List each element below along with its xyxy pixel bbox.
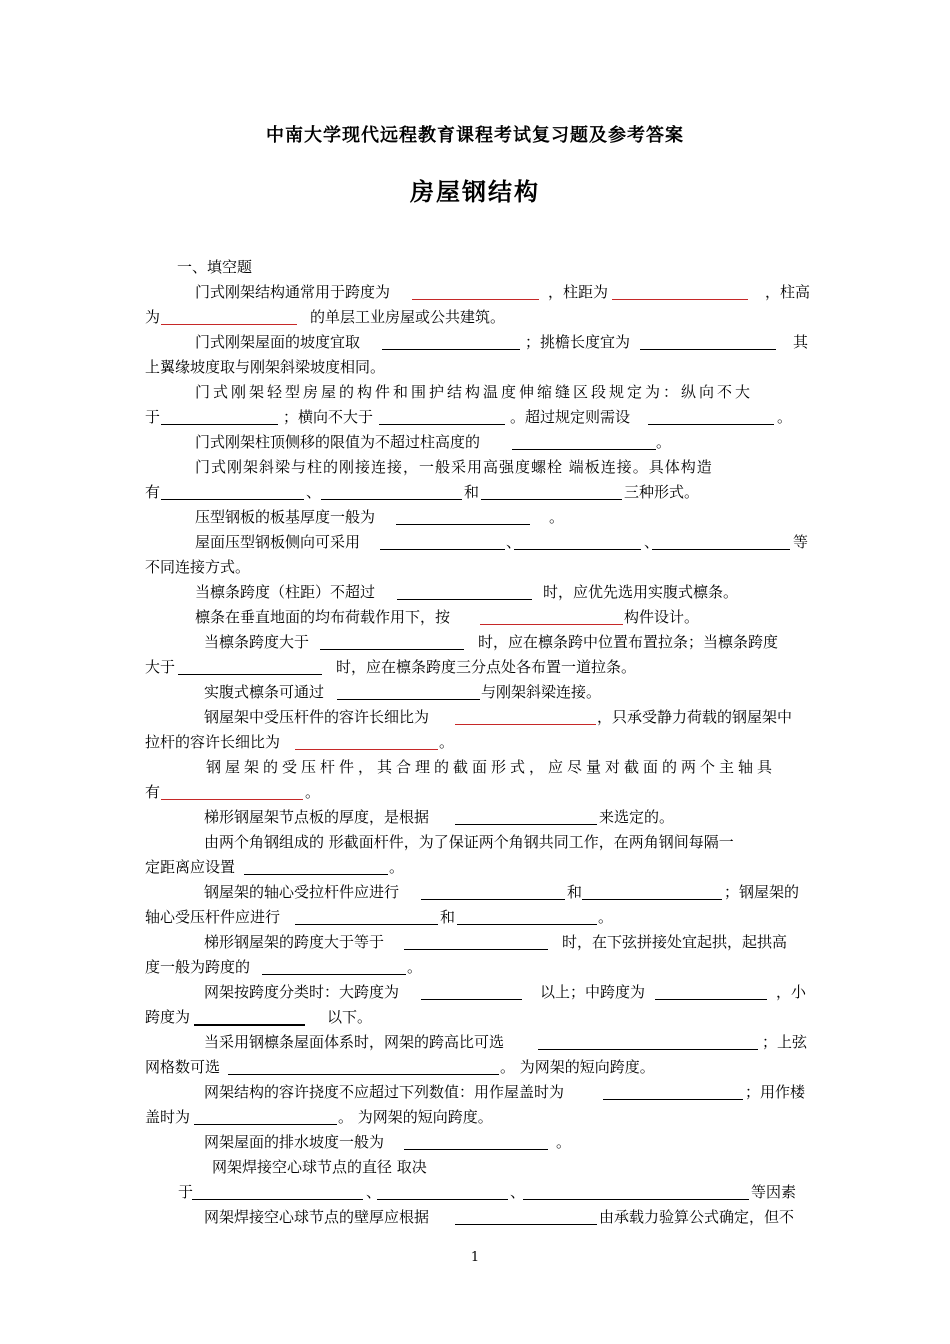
- answer-blank[interactable]: [161, 499, 304, 500]
- text: 跨度为: [145, 1008, 191, 1026]
- answer-blank[interactable]: [161, 799, 303, 800]
- answer-blank[interactable]: [380, 549, 505, 550]
- text: 当檩条跨度大于: [204, 633, 310, 651]
- answer-blank[interactable]: [652, 549, 790, 550]
- text: 时，在下弦拼接处宜起拱，起拱高: [562, 933, 788, 951]
- text: 定距离应设置: [145, 858, 236, 876]
- question-line: [0, 630, 950, 655]
- question-line: [0, 980, 950, 1005]
- question-line: [0, 530, 950, 555]
- text: 等因素: [751, 1183, 797, 1201]
- text: 以上；中跨度为: [540, 983, 646, 1001]
- text: 门式刚架屋面的坡度宜取: [195, 333, 361, 351]
- question-line: [0, 305, 950, 330]
- text: 网架焊接空心球节点的直径 取决: [212, 1158, 427, 1176]
- question-line: [0, 830, 950, 855]
- text: ，小: [776, 983, 807, 1001]
- document-title: 中南大学现代远程教育课程考试复习题及参考答案: [266, 125, 684, 146]
- text: 拉杆的容许长细比为: [145, 733, 281, 751]
- question-line: [0, 505, 950, 530]
- question-line: [0, 1155, 950, 1180]
- question-line: [0, 580, 950, 605]
- question-line: [0, 680, 950, 705]
- text: 钢屋架的轴心受拉杆件应进行: [204, 883, 400, 901]
- question-line: [0, 955, 950, 980]
- answer-blank[interactable]: [295, 749, 438, 750]
- question-line: [0, 1180, 950, 1205]
- question-line: [0, 1080, 950, 1105]
- question-line: [0, 780, 950, 805]
- text: 由承载力验算公式确定，但不: [599, 1208, 795, 1226]
- text: 时，应在檩条跨中位置布置拉条；当檩条跨度: [478, 633, 779, 651]
- text: ；用作楼: [745, 1083, 806, 1101]
- question-line: [0, 805, 950, 830]
- text: 、: [506, 533, 522, 551]
- answer-blank[interactable]: [244, 874, 388, 875]
- section-heading: [0, 255, 950, 280]
- text: 由两个角钢组成的 形截面杆件，为了保证两个角钢共同工作，在两角钢间每隔一: [204, 833, 734, 851]
- text: 和: [440, 908, 456, 926]
- text: 钢屋架的受压杆件，其合理的截面形式，应尽量对截面的两个主轴具: [206, 758, 777, 776]
- question-line: [0, 905, 950, 930]
- question-line: [0, 855, 950, 880]
- answer-blank[interactable]: [480, 624, 623, 625]
- answer-blank[interactable]: [455, 724, 596, 725]
- question-line: [0, 1205, 950, 1230]
- text: 其: [793, 333, 809, 351]
- answer-blank[interactable]: [194, 1024, 305, 1026]
- text: 。: [439, 733, 455, 751]
- text: 。: [556, 1133, 572, 1151]
- question-line: [0, 605, 950, 630]
- text: 盖时为: [145, 1108, 191, 1126]
- text: 网格数可选: [145, 1058, 221, 1076]
- question-line: [0, 655, 950, 680]
- text: ；挑檐长度宜为: [525, 333, 631, 351]
- question-line: [0, 430, 950, 455]
- text: 。: [656, 433, 672, 451]
- text: 门式刚架结构通常用于跨度为: [195, 283, 391, 301]
- text: ；横向不大于: [283, 408, 374, 426]
- text: 大于: [145, 658, 176, 676]
- answer-blank[interactable]: [512, 449, 656, 450]
- answer-blank[interactable]: [404, 949, 548, 950]
- answer-blank[interactable]: [612, 299, 748, 300]
- answer-blank[interactable]: [523, 1199, 749, 1200]
- question-line: [0, 455, 950, 480]
- text: 网架屋面的排水坡度一般为: [204, 1133, 385, 1151]
- text: 于: [145, 408, 161, 426]
- text: 来选定的。: [599, 808, 675, 826]
- text: 以下。: [327, 1008, 373, 1026]
- answer-blank[interactable]: [228, 1074, 499, 1075]
- question-line: [0, 1130, 950, 1155]
- text: 、: [510, 1183, 526, 1201]
- text: 门式刚架斜梁与柱的刚接连接，一般采用高强度螺栓 端板连接。具体构造: [195, 458, 713, 476]
- text: 檩条在垂直地面的均布荷载作用下，按: [195, 608, 451, 626]
- text: 和: [464, 483, 480, 501]
- question-line: [0, 380, 950, 405]
- answer-blank[interactable]: [481, 499, 622, 500]
- text: 梯形钢屋架的跨度大于等于: [204, 933, 385, 951]
- text: 钢屋架中受压杆件的容许长细比为: [204, 708, 430, 726]
- answer-blank[interactable]: [514, 549, 641, 550]
- answer-blank[interactable]: [412, 299, 539, 300]
- text: 度一般为跨度的: [145, 958, 251, 976]
- course-title: 房屋钢结构: [410, 178, 540, 206]
- answer-blank[interactable]: [455, 1224, 597, 1225]
- answer-blank[interactable]: [161, 324, 297, 325]
- page-number: 1: [470, 1250, 480, 1265]
- text: ，柱高: [765, 283, 811, 301]
- question-line: [0, 1105, 950, 1130]
- answer-blank[interactable]: [457, 924, 597, 925]
- question-line: [0, 1055, 950, 1080]
- answer-blank[interactable]: [648, 424, 774, 425]
- text: 网架结构的容许挠度不应超过下列数值：用作屋盖时为: [204, 1083, 565, 1101]
- question-line: [0, 930, 950, 955]
- text: 三种形式。: [624, 483, 700, 501]
- answer-blank[interactable]: [582, 899, 722, 900]
- text: 。: [389, 858, 405, 876]
- question-line: [0, 1005, 950, 1030]
- text: 轴心受压杆件应进行: [145, 908, 281, 926]
- answer-blank[interactable]: [295, 924, 438, 925]
- text: 当檩条跨度（柱距）不超过: [195, 583, 376, 601]
- answer-blank[interactable]: [382, 349, 520, 350]
- question-line: [0, 730, 950, 755]
- question-line: [0, 1030, 950, 1055]
- question-line: [0, 705, 950, 730]
- answer-blank[interactable]: [192, 1199, 363, 1200]
- answer-blank[interactable]: [262, 974, 406, 975]
- answer-blank[interactable]: [404, 1149, 548, 1150]
- text: 压型钢板的板基厚度一般为: [195, 508, 376, 526]
- text: 有: [145, 783, 161, 801]
- text: 。: [407, 958, 423, 976]
- answer-blank[interactable]: [178, 674, 322, 675]
- answer-blank[interactable]: [321, 499, 462, 500]
- text: 时，应在檩条跨度三分点处各布置一道拉条。: [336, 658, 637, 676]
- text: 上翼缘坡度取与刚架斜梁坡度相同。: [145, 358, 386, 376]
- text: 。 为网架的短向跨度。: [338, 1108, 493, 1126]
- answer-blank[interactable]: [603, 1099, 743, 1100]
- answer-blank[interactable]: [337, 699, 480, 700]
- text: 、: [306, 483, 322, 501]
- answer-blank[interactable]: [161, 424, 278, 425]
- text: 梯形钢屋架节点板的厚度，是根据: [204, 808, 430, 826]
- text: 有: [145, 483, 161, 501]
- text: 。: [777, 408, 793, 426]
- text: 。: [598, 908, 614, 926]
- text: 。 为网架的短向跨度。: [500, 1058, 655, 1076]
- text: 为: [145, 308, 161, 326]
- answer-blank[interactable]: [379, 424, 505, 425]
- text: 网架焊接空心球节点的壁厚应根据: [204, 1208, 430, 1226]
- text: 和: [567, 883, 583, 901]
- text: 与刚架斜梁连接。: [481, 683, 602, 701]
- question-line: [0, 755, 950, 780]
- answer-blank[interactable]: [194, 1124, 337, 1125]
- question-line: [0, 880, 950, 905]
- text: 。: [549, 508, 565, 526]
- text: 等: [793, 533, 809, 551]
- answer-blank[interactable]: [538, 1049, 758, 1050]
- text: 门式刚架柱顶侧移的限值为不超过柱高度的: [195, 433, 481, 451]
- answer-blank[interactable]: [397, 599, 532, 600]
- question-line: [0, 405, 950, 430]
- text: 的单层工业房屋或公共建筑。: [310, 308, 506, 326]
- question-line: [0, 480, 950, 505]
- text: ，只承受静力荷载的钢屋架中: [597, 708, 793, 726]
- answer-blank[interactable]: [320, 649, 464, 650]
- question-line: [0, 280, 950, 305]
- text: ，柱距为: [548, 283, 609, 301]
- text: 不同连接方式。: [145, 558, 251, 576]
- answer-blank[interactable]: [421, 999, 522, 1000]
- text: 时，应优先选用实腹式檩条。: [543, 583, 739, 601]
- text: 。: [305, 783, 321, 801]
- text: 于: [178, 1183, 194, 1201]
- answer-blank[interactable]: [396, 524, 530, 525]
- text: 、: [366, 1183, 382, 1201]
- text: 实腹式檩条可通过: [204, 683, 325, 701]
- answer-blank[interactable]: [640, 349, 776, 350]
- section-label: 一、填空题: [177, 258, 253, 276]
- text: ；上弦: [762, 1033, 808, 1051]
- text: 屋面压型钢板侧向可采用: [195, 533, 361, 551]
- text: 当采用钢檩条屋面体系时，网架的跨高比可选: [204, 1033, 505, 1051]
- text: 网架按跨度分类时：大跨度为: [204, 983, 400, 1001]
- question-line: [0, 555, 950, 580]
- answer-blank[interactable]: [377, 1199, 508, 1200]
- answer-blank[interactable]: [655, 999, 767, 1000]
- text: 构件设计。: [624, 608, 700, 626]
- text: ；钢屋架的: [724, 883, 800, 901]
- answer-blank[interactable]: [421, 899, 565, 900]
- question-line: [0, 355, 950, 380]
- text: 门式刚架轻型房屋的构件和围护结构温度伸缩缝区段规定为：纵向不大: [195, 383, 754, 401]
- text: 、: [644, 533, 660, 551]
- question-line: [0, 330, 950, 355]
- answer-blank[interactable]: [455, 824, 597, 825]
- text: 。超过规定则需设: [510, 408, 631, 426]
